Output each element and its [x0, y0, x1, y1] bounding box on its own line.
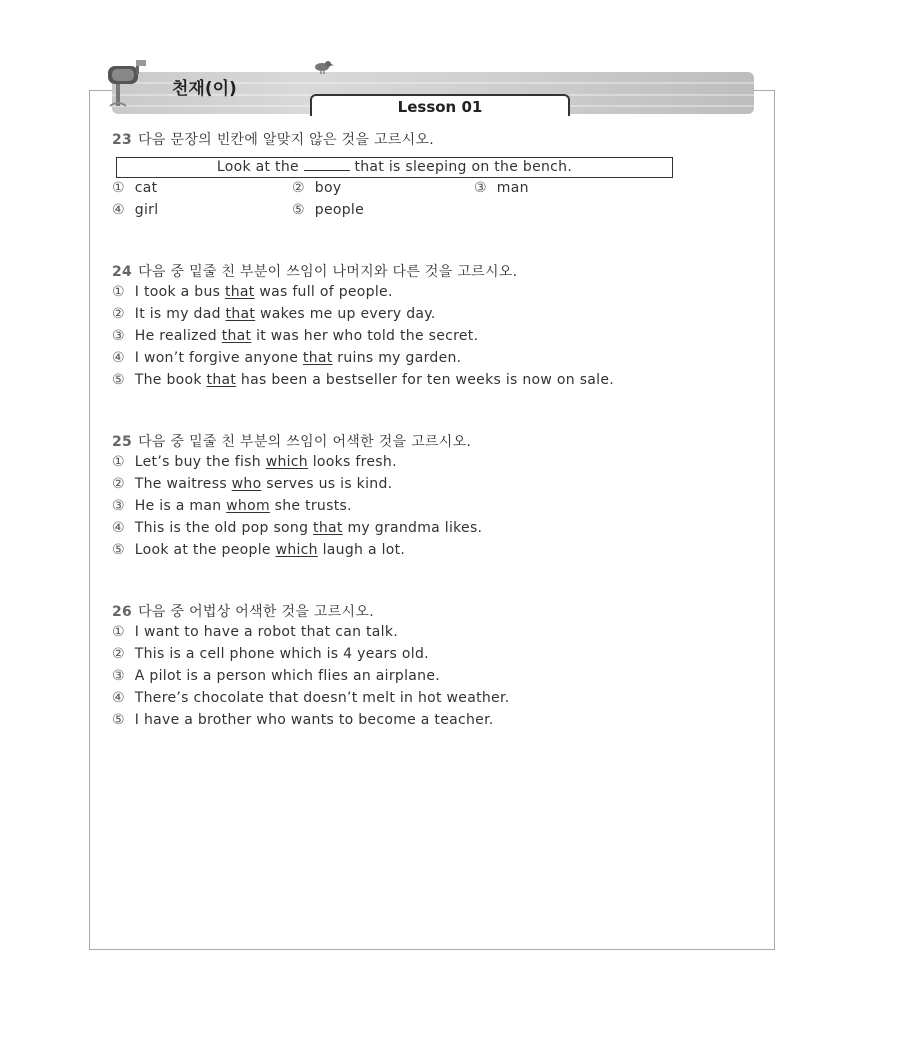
choice-text: ruins my garden. [332, 350, 462, 366]
choice-text: girl [134, 202, 159, 218]
choice-item[interactable] [112, 328, 478, 344]
question-number: 23 [112, 132, 133, 148]
mailbox-icon [106, 56, 152, 108]
choice-text: my grandma likes. [342, 520, 483, 536]
underlined-word: that [225, 306, 256, 322]
underlined-word: that [302, 350, 333, 366]
choice-item[interactable] [112, 520, 482, 536]
underlined-word: that [224, 284, 255, 300]
choice-item[interactable] [112, 306, 436, 322]
choice-item[interactable] [112, 646, 429, 662]
choice-text: It is my dad [134, 306, 226, 322]
lesson-title: Lesson 01 [310, 94, 570, 116]
question-number: 26 [112, 604, 133, 620]
choice-item[interactable] [112, 350, 461, 366]
choice-item[interactable] [112, 372, 614, 388]
choice-text: This is the old pop song [134, 520, 314, 536]
choice-text: she trusts. [269, 498, 352, 514]
choice-item[interactable] [112, 690, 510, 706]
choice-text: The book [134, 372, 207, 388]
choice-text: cat [134, 180, 158, 196]
choice-marker: ② [112, 476, 125, 492]
choice-item[interactable] [112, 624, 398, 640]
choice-text: people [314, 202, 365, 218]
choice-item[interactable] [474, 180, 529, 196]
choice-text: A pilot is a person which flies an airplane. [134, 668, 440, 684]
choice-marker: ③ [112, 328, 125, 344]
choice-text: I have a brother who wants to become a teacher. [134, 712, 494, 728]
choice-text: He is a man [134, 498, 227, 514]
choice-marker: ⑤ [112, 712, 125, 728]
question-text: 다음 중 어법상 어색한 것을 고르시오. [138, 604, 374, 620]
choice-text: I want to have a robot that can talk. [134, 624, 399, 640]
choice-marker: ① [112, 454, 125, 470]
choice-item[interactable] [292, 202, 364, 218]
choice-text: laugh a lot. [317, 542, 406, 558]
choice-marker: ⑤ [292, 202, 305, 218]
question-23-prompt [112, 129, 434, 149]
underlined-word: that [313, 520, 343, 536]
question-text: 다음 중 밑줄 친 부분의 쓰임이 어색한 것을 고르시오. [138, 434, 472, 450]
choice-text: boy [314, 180, 342, 196]
choice-marker: ④ [112, 520, 125, 536]
underlined-word: whom [226, 498, 270, 514]
choice-item[interactable] [112, 476, 392, 492]
underlined-word: that [221, 328, 252, 344]
underlined-word: that [206, 372, 237, 388]
choice-marker: ⑤ [112, 542, 125, 558]
sentence-before: Look at the [216, 159, 299, 175]
underlined-word: which [265, 454, 308, 470]
choice-text: Look at the people [134, 542, 276, 558]
choice-marker: ④ [112, 350, 125, 366]
publisher-title: 천재(이) [172, 79, 237, 99]
choice-marker: ③ [474, 180, 487, 196]
underlined-word: which [275, 542, 318, 558]
choice-text: was full of people. [254, 284, 393, 300]
choice-text: He realized [134, 328, 222, 344]
choice-marker: ③ [112, 498, 125, 514]
question-26-prompt [112, 601, 374, 621]
choice-item[interactable] [112, 542, 405, 558]
choice-item[interactable] [112, 712, 494, 728]
bird-icon [312, 58, 334, 74]
choice-marker: ② [292, 180, 305, 196]
choice-text: The waitress [134, 476, 232, 492]
choice-text: serves us is kind. [261, 476, 393, 492]
choice-marker: ① [112, 180, 125, 196]
sentence-after: that is sleeping on the bench. [354, 159, 573, 175]
underlined-word: who [231, 476, 262, 492]
choice-marker: ① [112, 624, 125, 640]
sentence-box [116, 157, 673, 178]
question-number: 24 [112, 264, 133, 280]
choice-text: man [496, 180, 529, 196]
choice-marker: ① [112, 284, 125, 300]
choice-text: This is a cell phone which is 4 years old. [134, 646, 429, 662]
choice-marker: ② [112, 646, 125, 662]
choice-text: I took a bus [134, 284, 225, 300]
choice-marker: ④ [112, 690, 125, 706]
choice-text: wakes me up every day. [255, 306, 436, 322]
choice-marker: ③ [112, 668, 125, 684]
blank-line [304, 158, 350, 171]
choice-item[interactable] [112, 202, 158, 218]
choice-marker: ⑤ [112, 372, 125, 388]
choice-item[interactable] [112, 454, 397, 470]
question-number: 25 [112, 434, 133, 450]
choice-text: looks fresh. [307, 454, 397, 470]
choice-item[interactable] [112, 498, 352, 514]
choice-item[interactable] [112, 284, 393, 300]
choice-item[interactable] [292, 180, 341, 196]
question-24-prompt [112, 261, 517, 281]
question-text: 다음 중 밑줄 친 부분이 쓰임이 나머지와 다른 것을 고르시오. [138, 264, 518, 280]
choice-text: has been a bestseller for ten weeks is now on sale. [236, 372, 615, 388]
question-25-prompt [112, 431, 471, 451]
choice-marker: ④ [112, 202, 125, 218]
choice-text: Let’s buy the fish [134, 454, 266, 470]
choice-marker: ② [112, 306, 125, 322]
question-text: 다음 문장의 빈칸에 알맞지 않은 것을 고르시오. [138, 132, 434, 148]
choice-text: There’s chocolate that doesn’t melt in hot weather. [134, 690, 510, 706]
choice-text: I won’t forgive anyone [134, 350, 303, 366]
choice-text: it was her who told the secret. [251, 328, 479, 344]
choice-item[interactable] [112, 180, 157, 196]
choice-item[interactable] [112, 668, 440, 684]
